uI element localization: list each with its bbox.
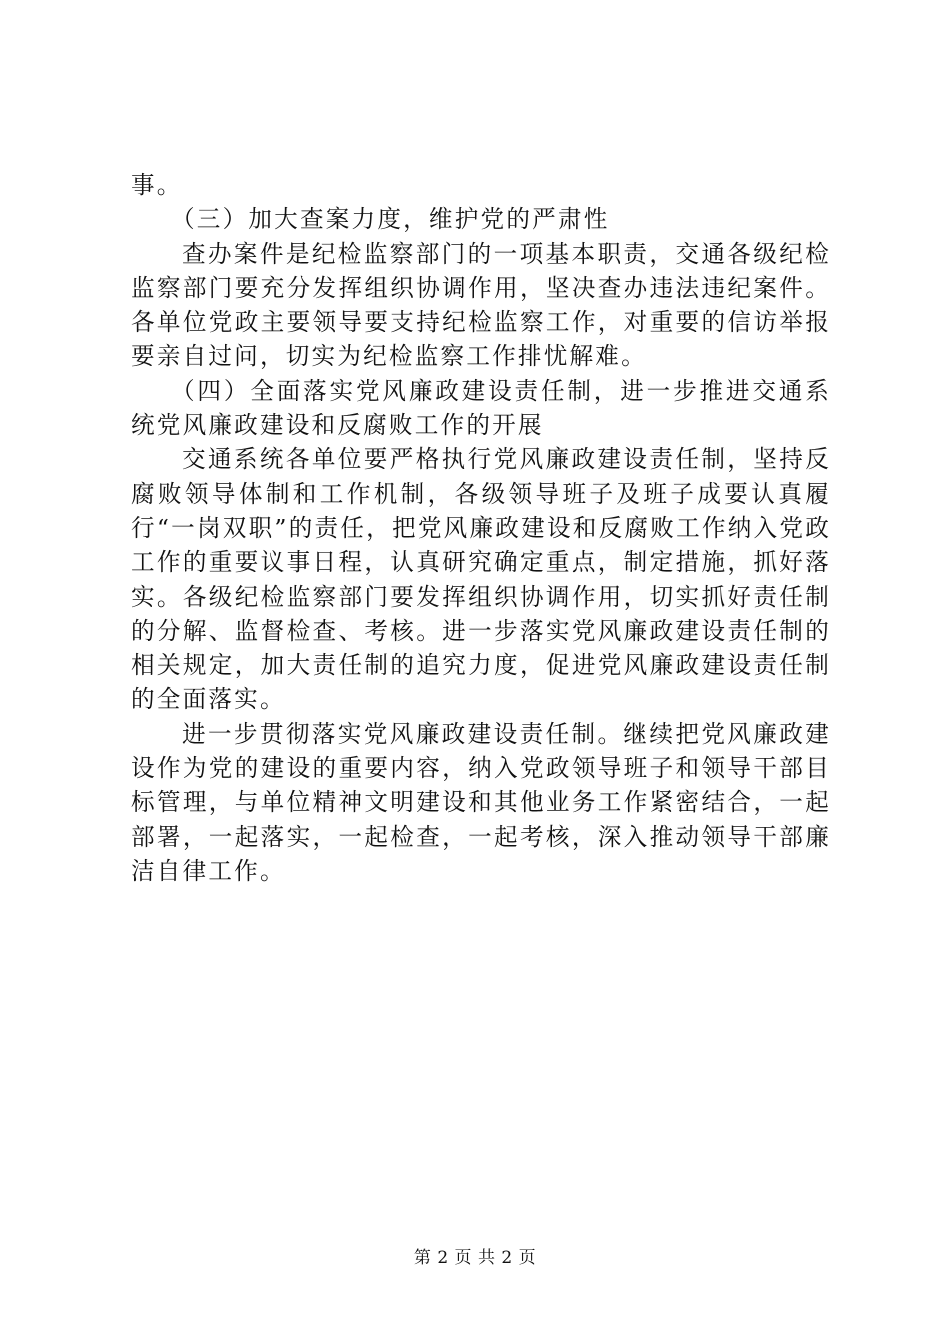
paragraph-case-handling: 查办案件是纪检监察部门的一项基本职责，交通各级纪检监察部门要充分发挥组织协调作用，坚决查办违法违纪案件。各单位党政主要领导要支持纪检监察工作，对重要的信访举报要亲自过问，切实为纪检监察工作排忧解难。 bbox=[131, 239, 831, 371]
section-heading-3: （三）加大查案力度，维护党的严肃性 bbox=[171, 205, 610, 234]
document-body bbox=[131, 168, 831, 888]
paragraph-responsibility-system: 交通系统各单位要严格执行党风廉政建设责任制，坚持反腐败领导体制和工作机制，各级领导班子及班子成要认真履行“一岗双职”的责任，把党风廉政建设和反腐败工作纳入党政工作的重要议事日程，认真研究确定重点，制定措施，抓好落实。各级纪检监察部门要发挥组织协调作用，切实抓好责任制的分解、监督检查、考核。进一步落实党风廉政建设责任制的相关规定，加大责任制的追究力度，促进党风廉政建设责任制的全面落实。 bbox=[131, 445, 831, 714]
paragraph-continued: 事。 bbox=[131, 171, 183, 199]
page-number-footer: 第 2 页 共 2 页 bbox=[413, 1248, 537, 1268]
paragraph-implementation: 进一步贯彻落实党风廉政建设责任制。继续把党风廉政建设作为党的建设的重要内容，纳入党政领导班子和领导干部目标管理，与单位精神文明建设和其他业务工作紧密结合，一起部署，一起落实，一起检查，一起考核，深入推动领导干部廉洁自律工作。 bbox=[131, 719, 831, 885]
section-heading-4: （四）全面落实党风廉政建设责任制，进一步推进交通系统党风廉政建设和反腐败工作的开展 bbox=[131, 376, 831, 440]
